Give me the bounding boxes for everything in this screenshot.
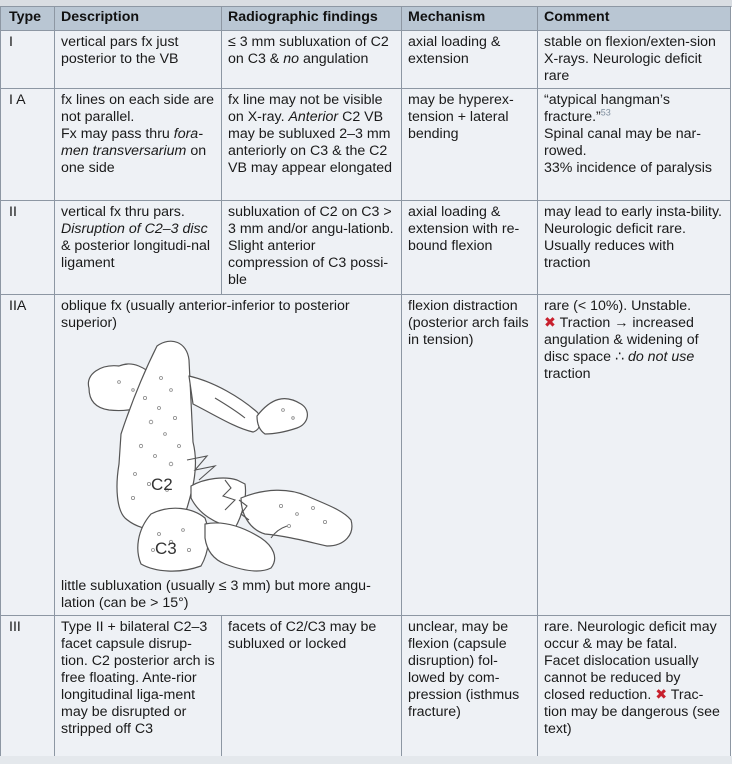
cell-comment [538, 616, 731, 764]
header-comment: Comment [538, 7, 731, 31]
text: little subluxation (usually ≤ 3 mm) but more angu-lation (can be > 15°) [61, 578, 371, 611]
cell-comment [538, 89, 731, 201]
cell-type: IIA [1, 295, 55, 616]
table-row [1, 89, 731, 201]
text: Trac-tion may be dangerous (see text) [544, 687, 720, 737]
text-italic: Disruption of C2–3 disc [61, 221, 208, 237]
c2-label: C2 [151, 475, 173, 494]
cell-description [55, 295, 402, 616]
text-italic: no [283, 51, 299, 67]
text: fx lines on each side are not parallel. [61, 92, 215, 125]
cell-comment [538, 201, 731, 295]
cell-type: III [1, 616, 55, 764]
header-mechanism: Mechanism [402, 7, 538, 31]
text: Facet dislocation usually cannot be reduced by closed reduction. [544, 653, 699, 703]
text: may lead to early insta-bility. [544, 204, 722, 220]
text: vertical fx thru pars. [61, 204, 185, 220]
text: Spinal canal may be nar-rowed. [544, 126, 701, 159]
cell-radiographic: subluxation of C2 on C3 > 3 mm and/or angu-lationb. Slight anterior compression of C3 possi-ble [222, 201, 402, 295]
cell-description: vertical pars fx just posterior to the VB [55, 31, 222, 89]
c2-c3-fracture-illustration [75, 338, 375, 576]
text: angulation [299, 51, 369, 67]
cell-radiographic [222, 89, 402, 201]
table-row [1, 201, 731, 295]
cell-type: I [1, 31, 55, 89]
text: rare (< 10%). Unstable. [544, 298, 692, 314]
text: 33% incidence of paralysis [544, 160, 712, 176]
text-italic: Anterior [288, 109, 339, 125]
text-italic: do not use [627, 349, 695, 365]
text: fx line may not be visible on X-ray. [228, 92, 383, 125]
text-italic: fora-men transversarium [61, 126, 203, 159]
text: ≤ 3 mm subluxation of C2 on C3 & [228, 34, 389, 67]
cell-type: II [1, 201, 55, 295]
header-row [1, 7, 731, 31]
text: traction [544, 366, 591, 382]
text: on one side [61, 143, 207, 176]
table-row [1, 31, 731, 89]
header-type: Type [1, 7, 55, 31]
header-radiographic: Radiographic findings [222, 7, 402, 31]
cell-description: Type II + bilateral C2–3 facet capsule disrup-tion. C2 posterior arch is free floating. Ante-rior longitudinal liga-ment may be disrupted or stripped off C3 [55, 616, 222, 764]
header-description: Description [55, 7, 222, 31]
text: “atypical hangman’s fracture.” [544, 92, 670, 125]
cell-radiographic [222, 31, 402, 89]
cell-mechanism: unclear, may be flexion (capsule disruption) fol-lowed by com-pression (isthmus fracture) [402, 616, 538, 764]
fracture-classification-table [0, 6, 731, 764]
text: Traction → increased angulation & widening of disc space ∴ [544, 315, 699, 365]
cell-description [55, 201, 222, 295]
table-row [1, 616, 731, 764]
cell-mechanism: axial loading & extension [402, 31, 538, 89]
text: rare. Neurologic deficit may occur & may be fatal. [544, 619, 717, 652]
cell-type: I A [1, 89, 55, 201]
c3-label: C3 [155, 539, 177, 558]
cross-mark-icon: ✖ [544, 315, 556, 331]
cell-comment: stable on flexion/exten-sion X-rays. Neurologic deficit rare [538, 31, 731, 89]
text: & posterior longitudi-nal ligament [61, 238, 211, 271]
text: Usually reduces with traction [544, 238, 675, 271]
text: C2 VB may be subluxed 2–3 mm anteriorly on C3 & the C2 VB may appear elongated [228, 109, 393, 176]
cell-radiographic: facets of C2/C3 may be subluxed or locked [222, 616, 402, 764]
cell-comment [538, 295, 731, 616]
text: Neurologic deficit rare. [544, 221, 686, 237]
table-footer-strip [0, 756, 732, 764]
cross-mark-icon: ✖ [655, 687, 668, 703]
text: Fx may pass thru [61, 126, 174, 142]
reference-number: 53 [600, 107, 611, 118]
cell-description [55, 89, 222, 201]
cell-mechanism: flexion distraction (posterior arch fails in tension) [402, 295, 538, 616]
cell-mechanism: axial loading & extension with re-bound flexion [402, 201, 538, 295]
table-row [1, 295, 731, 616]
text: oblique fx (usually anterior-inferior to posterior superior) [61, 298, 350, 331]
cell-mechanism: may be hyperex-tension + lateral bending [402, 89, 538, 201]
